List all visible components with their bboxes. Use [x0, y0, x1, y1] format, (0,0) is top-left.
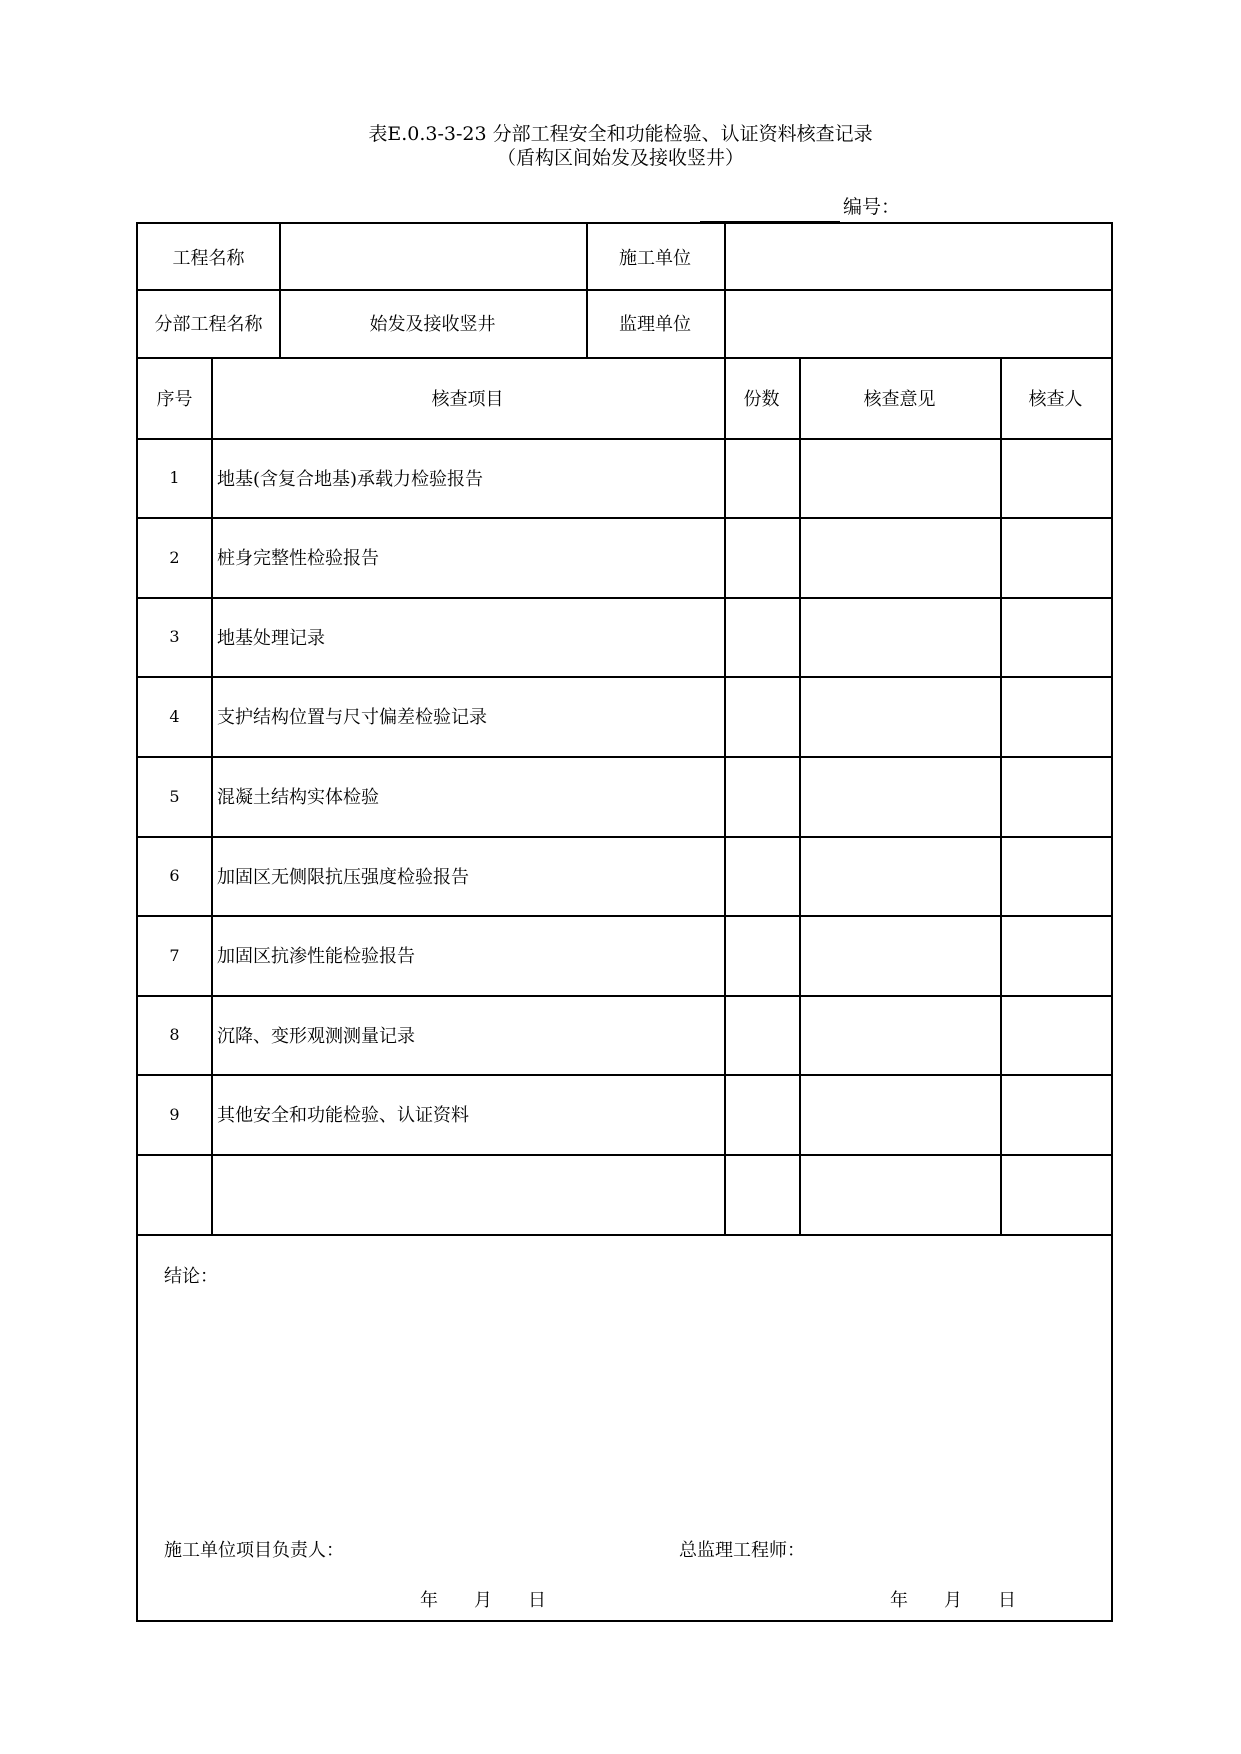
row-item: 地基处理记录 [217, 627, 325, 649]
row-number: 3 [169, 627, 180, 646]
form-frame [136, 222, 1113, 1622]
row-item: 其他安全和功能检验、认证资料 [217, 1105, 469, 1126]
conclusion-label: 结论： [164, 1266, 218, 1287]
col-header-opinion: 核查意见 [863, 388, 936, 410]
row-item: 地基(含复合地基)承载力检验报告 [217, 468, 484, 490]
divider [799, 357, 801, 1234]
col-header-item: 核查项目 [431, 388, 504, 410]
row-number: 8 [169, 1025, 180, 1044]
chief-supervisor-label: 总监理工程师： [679, 1540, 805, 1561]
row-item: 混凝土结构实体检验 [217, 787, 379, 808]
project-name-label: 工程名称 [172, 247, 245, 269]
project-name-field[interactable] [279, 224, 586, 289]
row-number: 2 [169, 547, 180, 567]
form-subtitle: （盾构区间始发及接收竖井） [496, 147, 744, 169]
row-number: 7 [169, 945, 180, 965]
row-item: 沉降、变形观测测量记录 [217, 1025, 415, 1047]
row-item [213, 1154, 724, 1234]
row-number: 4 [169, 706, 180, 726]
row-number [138, 1154, 211, 1234]
row-number: 6 [169, 866, 180, 885]
code-label: 编号： [843, 196, 901, 218]
col-header-checker: 核查人 [1028, 388, 1083, 410]
row-number: 5 [169, 786, 180, 806]
subproject-name-field[interactable]: 始发及接收竖井 [369, 314, 496, 335]
row-item: 加固区抗渗性能检验报告 [217, 946, 415, 967]
divider [724, 357, 726, 1234]
supervisor-label: 监理单位 [619, 314, 691, 335]
row-item: 加固区无侧限抗压强度检验报告 [217, 866, 469, 888]
contractor-label: 施工单位 [619, 247, 691, 269]
supervisor-field[interactable] [724, 289, 1111, 357]
contractor-field[interactable] [724, 224, 1111, 289]
contractor-manager-label: 施工单位项目负责人： [164, 1540, 344, 1561]
row-number: 9 [169, 1104, 180, 1124]
date-right: 年 月 日 [890, 1590, 1016, 1611]
row-number: 1 [169, 468, 180, 487]
col-header-copies: 份数 [743, 388, 780, 410]
row-item: 桩身完整性检验报告 [217, 548, 379, 569]
col-header-no: 序号 [156, 388, 193, 410]
subproject-name-label: 分部工程名称 [154, 314, 263, 335]
divider [138, 1234, 1111, 1236]
form-title: 表E.0.3-3-23 分部工程安全和功能检验、认证资料核查记录 [368, 123, 873, 145]
row-item: 支护结构位置与尺寸偏差检验记录 [217, 707, 487, 728]
date-left: 年 月 日 [420, 1590, 546, 1611]
divider [1000, 357, 1002, 1234]
